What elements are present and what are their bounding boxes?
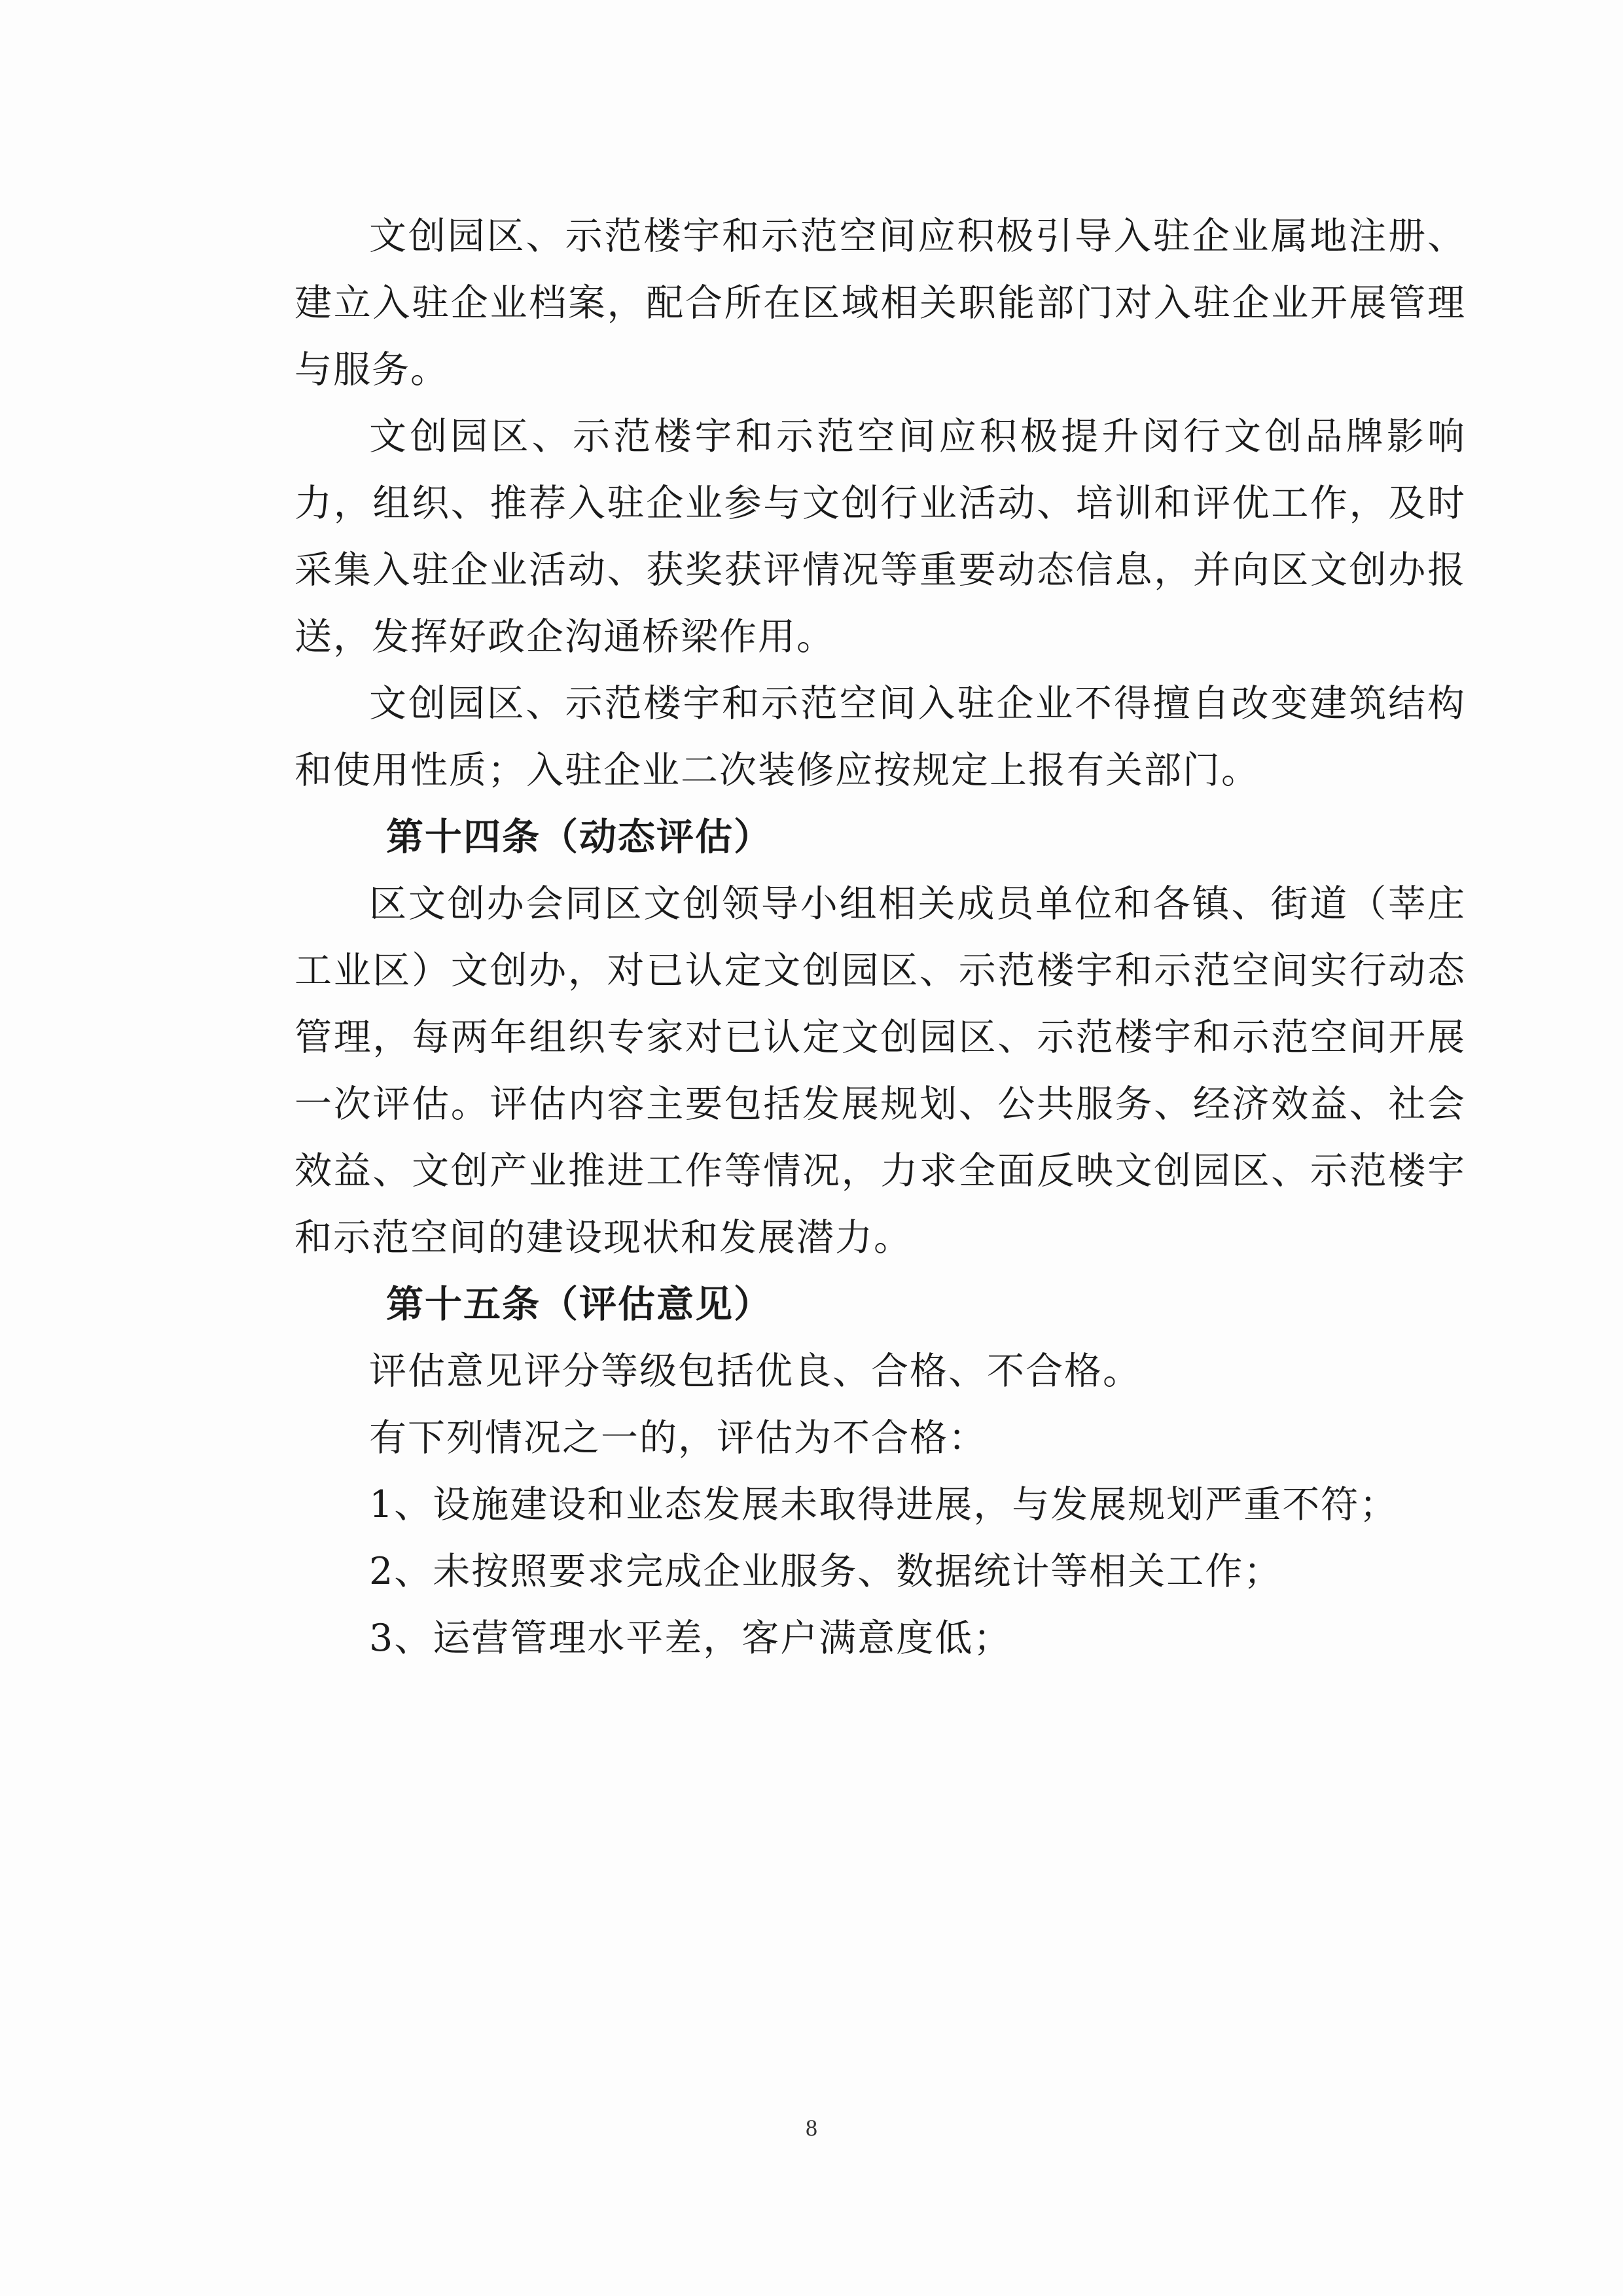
article-heading: 第十四条（动态评估） (386, 816, 772, 859)
list-item: 1、设施建设和业态发展未取得进展，与发展规划严重不符； (369, 1483, 1399, 1526)
paragraph: 文创园区、示范楼宇和示范空间应积极引导入驻企业属地注册、建立入驻企业档案，配合所在区域相关职能部门对入驻企业开展管理与服务。 (294, 215, 1466, 391)
paragraph: 文创园区、示范楼宇和示范空间应积极提升闵行文创品牌影响力，组织、推荐入驻企业参与文创行业活动、培训和评优工作，及时采集入驻企业活动、获奖获评情况等重要动态信息，并向区文创办报送，发挥好政企沟通桥梁作用。 (294, 415, 1466, 658)
paragraph: 评估意见评分等级包括优良、合格、不合格。 (369, 1350, 1141, 1393)
article-heading: 第十五条（评估意见） (386, 1283, 772, 1326)
list-item: 2、未按照要求完成企业服务、数据统计等相关工作； (369, 1550, 1283, 1593)
paragraph: 有下列情况之一的，评估为不合格： (369, 1416, 987, 1460)
paragraph: 区文创办会同区文创领导小组相关成员单位和各镇、街道（莘庄工业区）文创办，对已认定文创园区、示范楼宇和示范空间实行动态管理，每两年组织专家对已认定文创园区、示范楼宇和示范空间开展一次评估。评估内容主要包括发展规划、公共服务、经济效益、社会效益、文创产业推进工作等情况，力求全面反映文创园区、示范楼宇和示范空间的建设现状和发展潜力。 (294, 882, 1466, 1259)
list-item: 3、运营管理水平差，客户满意度低； (369, 1617, 1012, 1660)
paragraph: 文创园区、示范楼宇和示范空间入驻企业不得擅自改变建筑结构和使用性质；入驻企业二次装修应按规定上报有关部门。 (294, 682, 1466, 792)
page-number: 8 (806, 2115, 817, 2141)
document-body (294, 203, 1466, 1672)
